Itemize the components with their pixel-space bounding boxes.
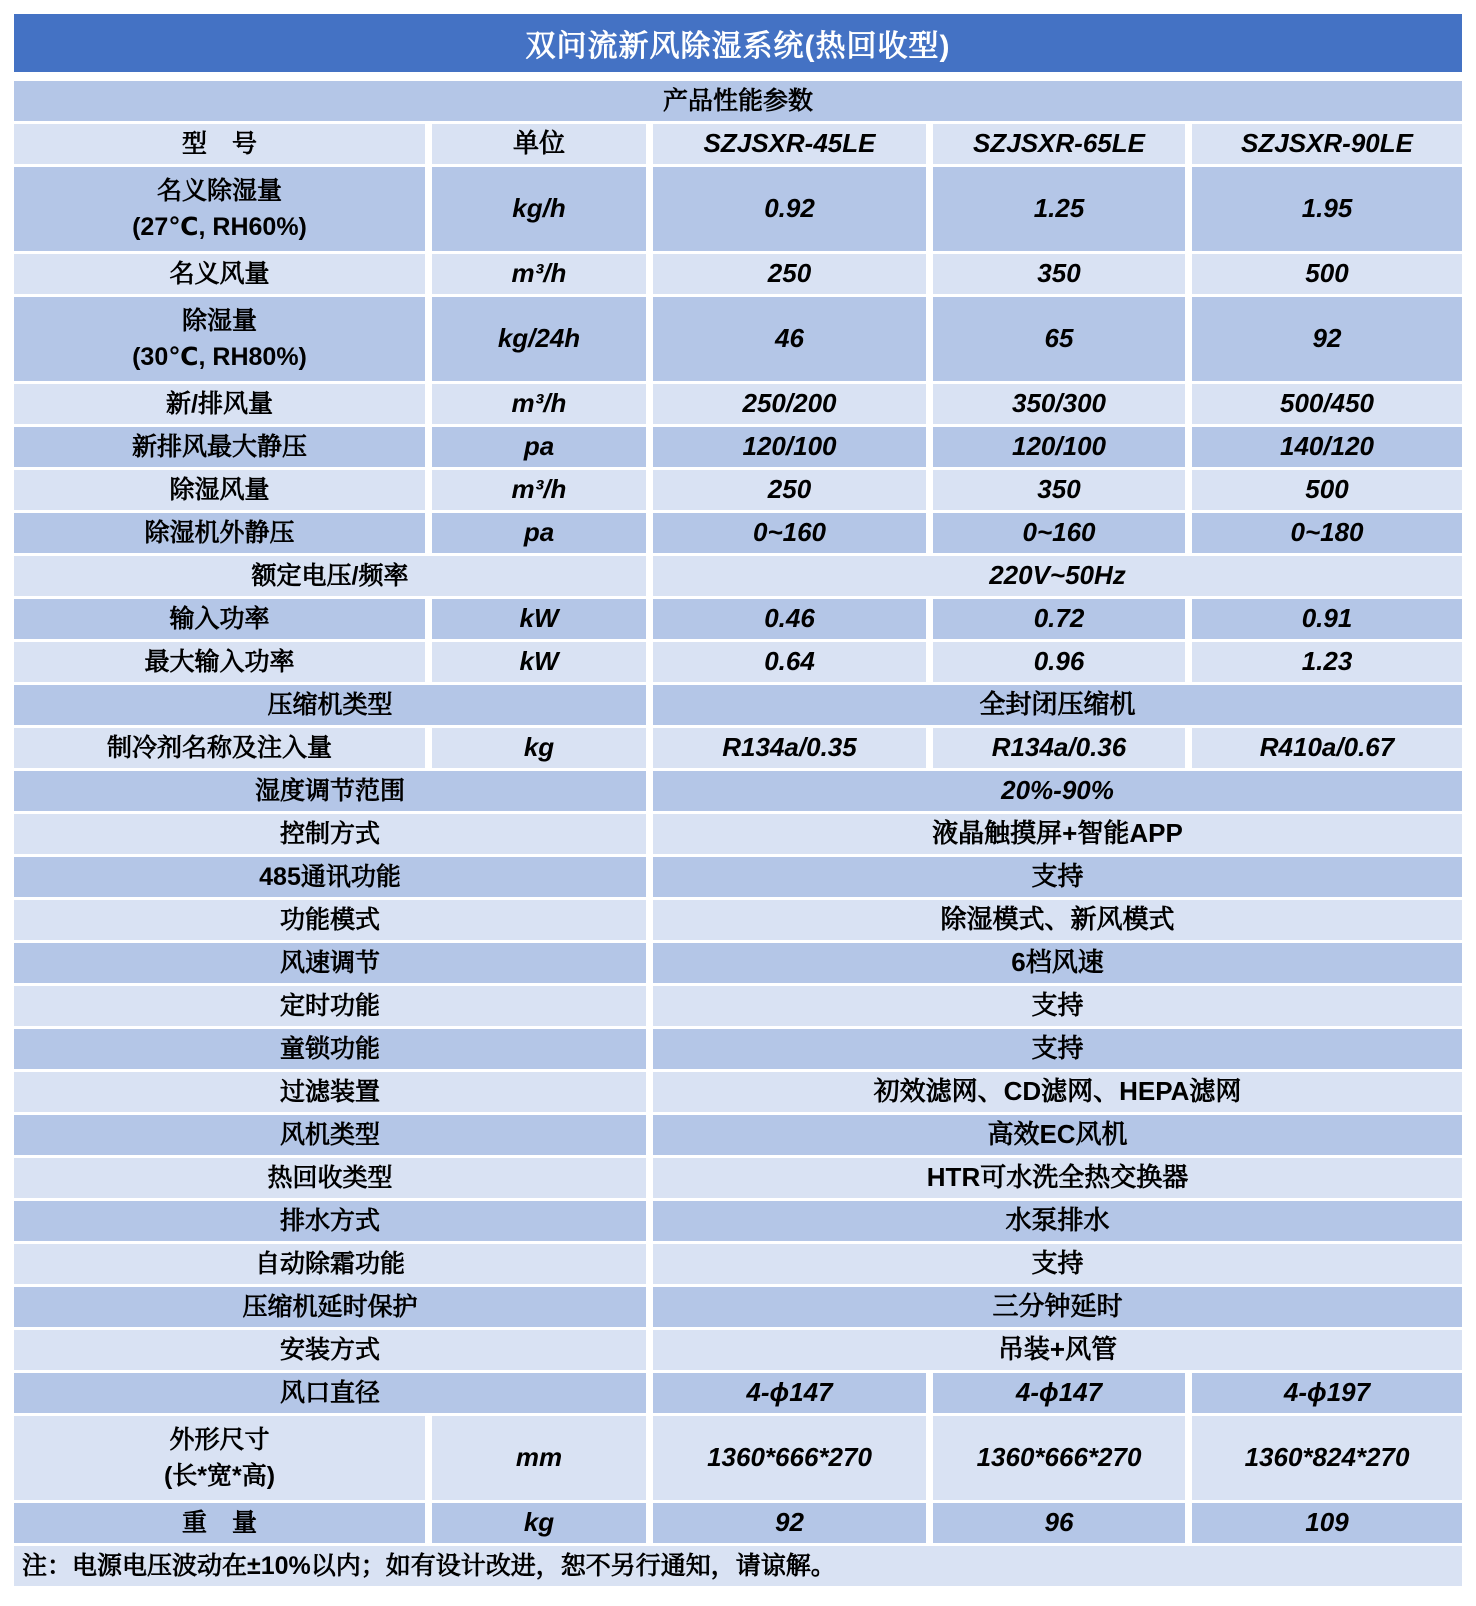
row-value-1: 0~160 [653, 513, 926, 553]
row-value-2: 96 [933, 1503, 1185, 1543]
row-value-3: 0~180 [1192, 513, 1462, 553]
row-value-merged: 全封闭压缩机 [653, 685, 1462, 725]
row-unit: kg/h [432, 167, 646, 251]
row-value-2: 65 [933, 297, 1185, 381]
row-value-1: 120/100 [653, 427, 926, 467]
row-value-1: 46 [653, 297, 926, 381]
table-row [14, 1373, 1462, 1413]
row-label: 功能模式 [14, 900, 646, 940]
row-label: 热回收类型 [14, 1158, 646, 1198]
row-unit: kg [432, 1503, 646, 1543]
row-value-3: 500 [1192, 254, 1462, 294]
row-unit: kW [432, 642, 646, 682]
table-row [14, 1072, 1462, 1112]
row-label: 新/排风量 [14, 384, 425, 424]
row-value-merged: 6档风速 [653, 943, 1462, 983]
table-row [14, 857, 1462, 897]
row-label: 制冷剂名称及注入量 [14, 728, 425, 768]
row-value-merged: 三分钟延时 [653, 1287, 1462, 1327]
row-value-3: 1360*824*270 [1192, 1416, 1462, 1500]
table-row [14, 297, 1462, 381]
row-value-3: 0.91 [1192, 599, 1462, 639]
row-value-1: 0.46 [653, 599, 926, 639]
row-value-1: 0.92 [653, 167, 926, 251]
row-value-1: 250 [653, 470, 926, 510]
row-label: 压缩机延时保护 [14, 1287, 646, 1327]
table-row [14, 1115, 1462, 1155]
row-label: 安装方式 [14, 1330, 646, 1370]
row-label-line1: 名义除湿量 [156, 177, 282, 205]
row-label-line2: (30℃, RH80%) [132, 343, 307, 371]
row-value-merged: 支持 [653, 857, 1462, 897]
section-header-row [14, 81, 1462, 121]
table-row [14, 814, 1462, 854]
row-value-2: 1.25 [933, 167, 1185, 251]
row-label: 风速调节 [14, 943, 646, 983]
row-value-3: 140/120 [1192, 427, 1462, 467]
table-row [14, 1029, 1462, 1069]
row-value-3: 500/450 [1192, 384, 1462, 424]
row-value-merged: 支持 [653, 1029, 1462, 1069]
row-value-3: 1.23 [1192, 642, 1462, 682]
row-label: 输入功率 [14, 599, 425, 639]
row-label [14, 1416, 425, 1500]
row-value-merged: 高效EC风机 [653, 1115, 1462, 1155]
row-value-2: 350/300 [933, 384, 1185, 424]
table-row [14, 384, 1462, 424]
row-value-2: 0.72 [933, 599, 1185, 639]
table-row [14, 1287, 1462, 1327]
row-label: 自动除霜功能 [14, 1244, 646, 1284]
row-label-line1: 外形尺寸 [169, 1426, 270, 1454]
row-value-3: 1.95 [1192, 167, 1462, 251]
row-label [14, 297, 425, 381]
row-label [14, 167, 425, 251]
table-row [14, 943, 1462, 983]
table-row [14, 685, 1462, 725]
row-label: 最大输入功率 [14, 642, 425, 682]
footnote: 注：电源电压波动在±10%以内；如有设计改进，恕不另行通知，请谅解。 [14, 1546, 1462, 1586]
table-row [14, 254, 1462, 294]
row-value-2: 350 [933, 254, 1185, 294]
table-row [14, 1201, 1462, 1241]
row-unit: m³/h [432, 384, 646, 424]
row-label: 除湿风量 [14, 470, 425, 510]
table-row [14, 427, 1462, 467]
row-value-2: 4-ϕ147 [933, 1373, 1185, 1413]
row-label-line1: 除湿量 [181, 307, 257, 335]
column-header-model: 型 号 [14, 124, 425, 164]
column-header-unit: 单位 [432, 124, 646, 164]
row-unit: kg/24h [432, 297, 646, 381]
row-value-merged: 220V~50Hz [653, 556, 1462, 596]
row-label: 风机类型 [14, 1115, 646, 1155]
row-value-merged: 除湿模式、新风模式 [653, 900, 1462, 940]
row-value-1: 250 [653, 254, 926, 294]
row-label-line2: (27℃, RH60%) [132, 213, 307, 241]
table-row [14, 1330, 1462, 1370]
row-value-2: 1360*666*270 [933, 1416, 1185, 1500]
column-header-model-3: SZJSXR-90LE [1192, 124, 1462, 164]
row-value-2: 350 [933, 470, 1185, 510]
row-value-1: 92 [653, 1503, 926, 1543]
row-label: 风口直径 [14, 1373, 646, 1413]
row-value-1: R134a/0.35 [653, 728, 926, 768]
footnote-row [14, 1546, 1462, 1586]
row-label: 名义风量 [14, 254, 425, 294]
row-value-merged: 20%-90% [653, 771, 1462, 811]
row-value-3: 4-ϕ197 [1192, 1373, 1462, 1413]
table-row [14, 1244, 1462, 1284]
row-label: 排水方式 [14, 1201, 646, 1241]
row-value-merged: 水泵排水 [653, 1201, 1462, 1241]
table-title: 双问流新风除湿系统(热回收型) [14, 14, 1462, 72]
table-row [14, 556, 1462, 596]
row-value-2: 120/100 [933, 427, 1185, 467]
table-row [14, 599, 1462, 639]
row-unit: m³/h [432, 470, 646, 510]
column-header-model-2: SZJSXR-65LE [933, 124, 1185, 164]
row-unit: kW [432, 599, 646, 639]
row-value-2: 0.96 [933, 642, 1185, 682]
section-header: 产品性能参数 [14, 81, 1462, 121]
table-row [14, 1158, 1462, 1198]
row-label: 童锁功能 [14, 1029, 646, 1069]
row-label: 定时功能 [14, 986, 646, 1026]
row-value-3: 109 [1192, 1503, 1462, 1543]
table-row [14, 986, 1462, 1026]
table-row [14, 1416, 1462, 1500]
row-label: 重 量 [14, 1503, 425, 1543]
row-value-merged: 液晶触摸屏+智能APP [653, 814, 1462, 854]
column-header-row [14, 124, 1462, 164]
row-label-line2: (长*宽*高) [163, 1462, 276, 1490]
row-label: 湿度调节范围 [14, 771, 646, 811]
row-value-merged: 支持 [653, 986, 1462, 1026]
row-value-1: 250/200 [653, 384, 926, 424]
row-value-1: 1360*666*270 [653, 1416, 926, 1500]
row-value-merged: HTR可水洗全热交换器 [653, 1158, 1462, 1198]
table-row [14, 728, 1462, 768]
row-value-2: 0~160 [933, 513, 1185, 553]
row-unit: pa [432, 513, 646, 553]
row-unit: m³/h [432, 254, 646, 294]
row-label: 控制方式 [14, 814, 646, 854]
row-value-merged: 支持 [653, 1244, 1462, 1284]
row-label: 压缩机类型 [14, 685, 646, 725]
table-row [14, 900, 1462, 940]
table-row [14, 642, 1462, 682]
table-row [14, 470, 1462, 510]
row-unit: kg [432, 728, 646, 768]
row-unit: mm [432, 1416, 646, 1500]
row-label: 额定电压/频率 [14, 556, 646, 596]
row-label: 新排风最大静压 [14, 427, 425, 467]
row-value-1: 4-ϕ147 [653, 1373, 926, 1413]
row-label: 过滤装置 [14, 1072, 646, 1112]
table-row [14, 771, 1462, 811]
table-row [14, 513, 1462, 553]
row-unit: pa [432, 427, 646, 467]
row-value-3: 500 [1192, 470, 1462, 510]
row-value-merged: 初效滤网、CD滤网、HEPA滤网 [653, 1072, 1462, 1112]
row-value-2: R134a/0.36 [933, 728, 1185, 768]
spec-sheet [14, 14, 1462, 1589]
table-row [14, 1503, 1462, 1543]
table-row [14, 167, 1462, 251]
row-label: 除湿机外静压 [14, 513, 425, 553]
row-value-3: R410a/0.67 [1192, 728, 1462, 768]
row-value-3: 92 [1192, 297, 1462, 381]
row-label: 485通讯功能 [14, 857, 646, 897]
column-header-model-1: SZJSXR-45LE [653, 124, 926, 164]
row-value-1: 0.64 [653, 642, 926, 682]
row-value-merged: 吊装+风管 [653, 1330, 1462, 1370]
